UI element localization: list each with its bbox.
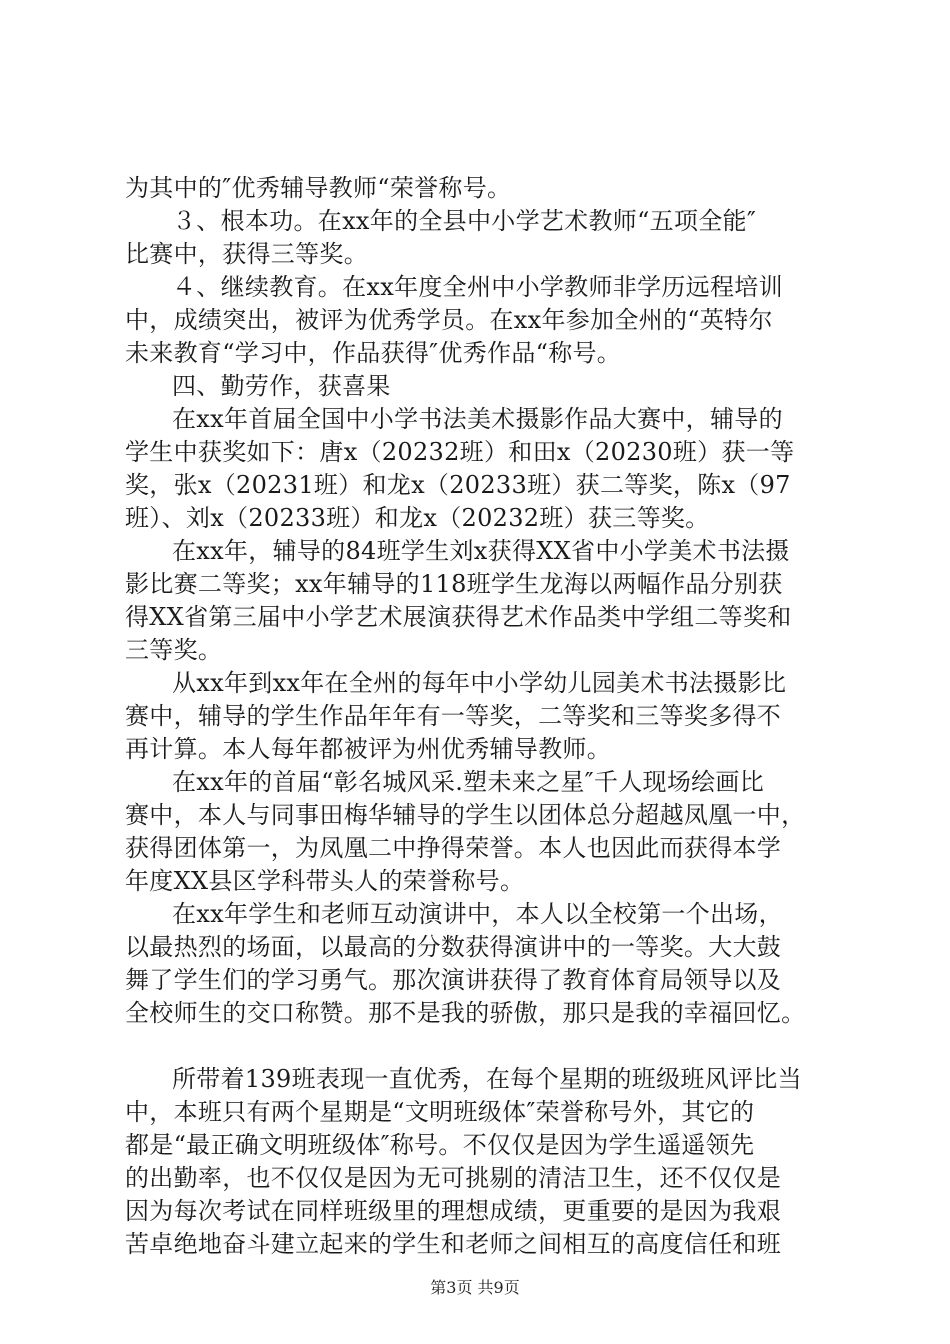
body-line: 学生中获奖如下：唐x（20232班）和田x（20230班）获一等: [125, 438, 795, 466]
body-line: 苦卓绝地奋斗建立起来的学生和老师之间相互的高度信任和班: [125, 1230, 782, 1258]
body-line: 在xx年，辅导的84班学生刘x获得XX省中小学美术书法摄: [172, 537, 790, 565]
body-line: 中，本班只有两个星期是“文明班级体″荣誉称号外，其它的: [125, 1098, 755, 1126]
body-line: 未来教育“学习中，作品获得″优秀作品“称号。: [125, 339, 622, 367]
body-line: 获得团体第一，为凤凰二中挣得荣誉。本人也因此而获得本学: [125, 834, 782, 862]
body-line: 影比赛二等奖；xx年辅导的118班学生龙海以两幅作品分别获: [125, 570, 783, 598]
body-line: 奖，张x（20231班）和龙x（20233班）获二等奖，陈x（97: [125, 471, 791, 499]
body-line: 再计算。本人每年都被评为州优秀辅导教师。: [125, 735, 611, 763]
body-line: 舞了学生们的学习勇气。那次演讲获得了教育体育局领导以及: [125, 966, 782, 994]
body-line: 所带着139班表现一直优秀，在每个星期的班级班风评比当: [172, 1065, 802, 1093]
page-footer: 第3页 共9页: [430, 1278, 520, 1297]
body-line: 得XX省第三届中小学艺术展演获得艺术作品类中学组二等奖和: [125, 603, 792, 631]
body-line: 的出勤率，也不仅仅是因为无可挑剔的清洁卫生，还不仅仅是: [125, 1164, 782, 1192]
section-heading: 四、勤劳作，获喜果: [172, 372, 391, 400]
body-line: 中，成绩突出，被评为优秀学员。在xx年参加全州的“英特尔: [125, 306, 773, 334]
body-line: 全校师生的交口称赞。那不是我的骄傲，那只是我的幸福回忆。: [125, 999, 806, 1027]
body-line: 年度XX县区学科带头人的荣誉称号。: [125, 867, 525, 895]
body-line: 在xx年的首届“彰名城风采.塑未来之星″千人现场绘画比: [172, 768, 765, 796]
body-line: 因为每次考试在同样班级里的理想成绩，更重要的是因为我艰: [125, 1197, 782, 1225]
body-line: 从xx年到xx年在全州的每年中小学幼儿园美术书法摄影比: [172, 669, 787, 697]
body-line: 都是“最正确文明班级体″称号。不仅仅是因为学生遥遥领先: [125, 1131, 755, 1159]
body-line: 赛中，本人与同事田梅华辅导的学生以团体总分超越凤凰一中，: [125, 801, 806, 829]
body-line: ４、继续教育。在xx年度全州中小学教师非学历远程培训: [172, 273, 783, 301]
body-line: 比赛中，获得三等奖。: [125, 240, 368, 268]
body-line: 在xx年学生和老师互动演讲中，本人以全校第一个出场，: [172, 900, 783, 928]
body-line: 班）、刘x（20233班）和龙x（20232班）获三等奖。: [125, 504, 710, 532]
body-line: 在xx年首届全国中小学书法美术摄影作品大赛中，辅导的: [172, 405, 783, 433]
body-line: ３、根本功。在xx年的全县中小学艺术教师“五项全能″: [172, 207, 757, 235]
body-line: 以最热烈的场面，以最高的分数获得演讲中的一等奖。大大鼓: [125, 933, 782, 961]
body-line: 为其中的″优秀辅导教师“荣誉称号。: [125, 174, 512, 202]
body-line: 赛中，辅导的学生作品年年有一等奖，二等奖和三等奖多得不: [125, 702, 782, 730]
body-line: 三等奖。: [125, 636, 223, 664]
